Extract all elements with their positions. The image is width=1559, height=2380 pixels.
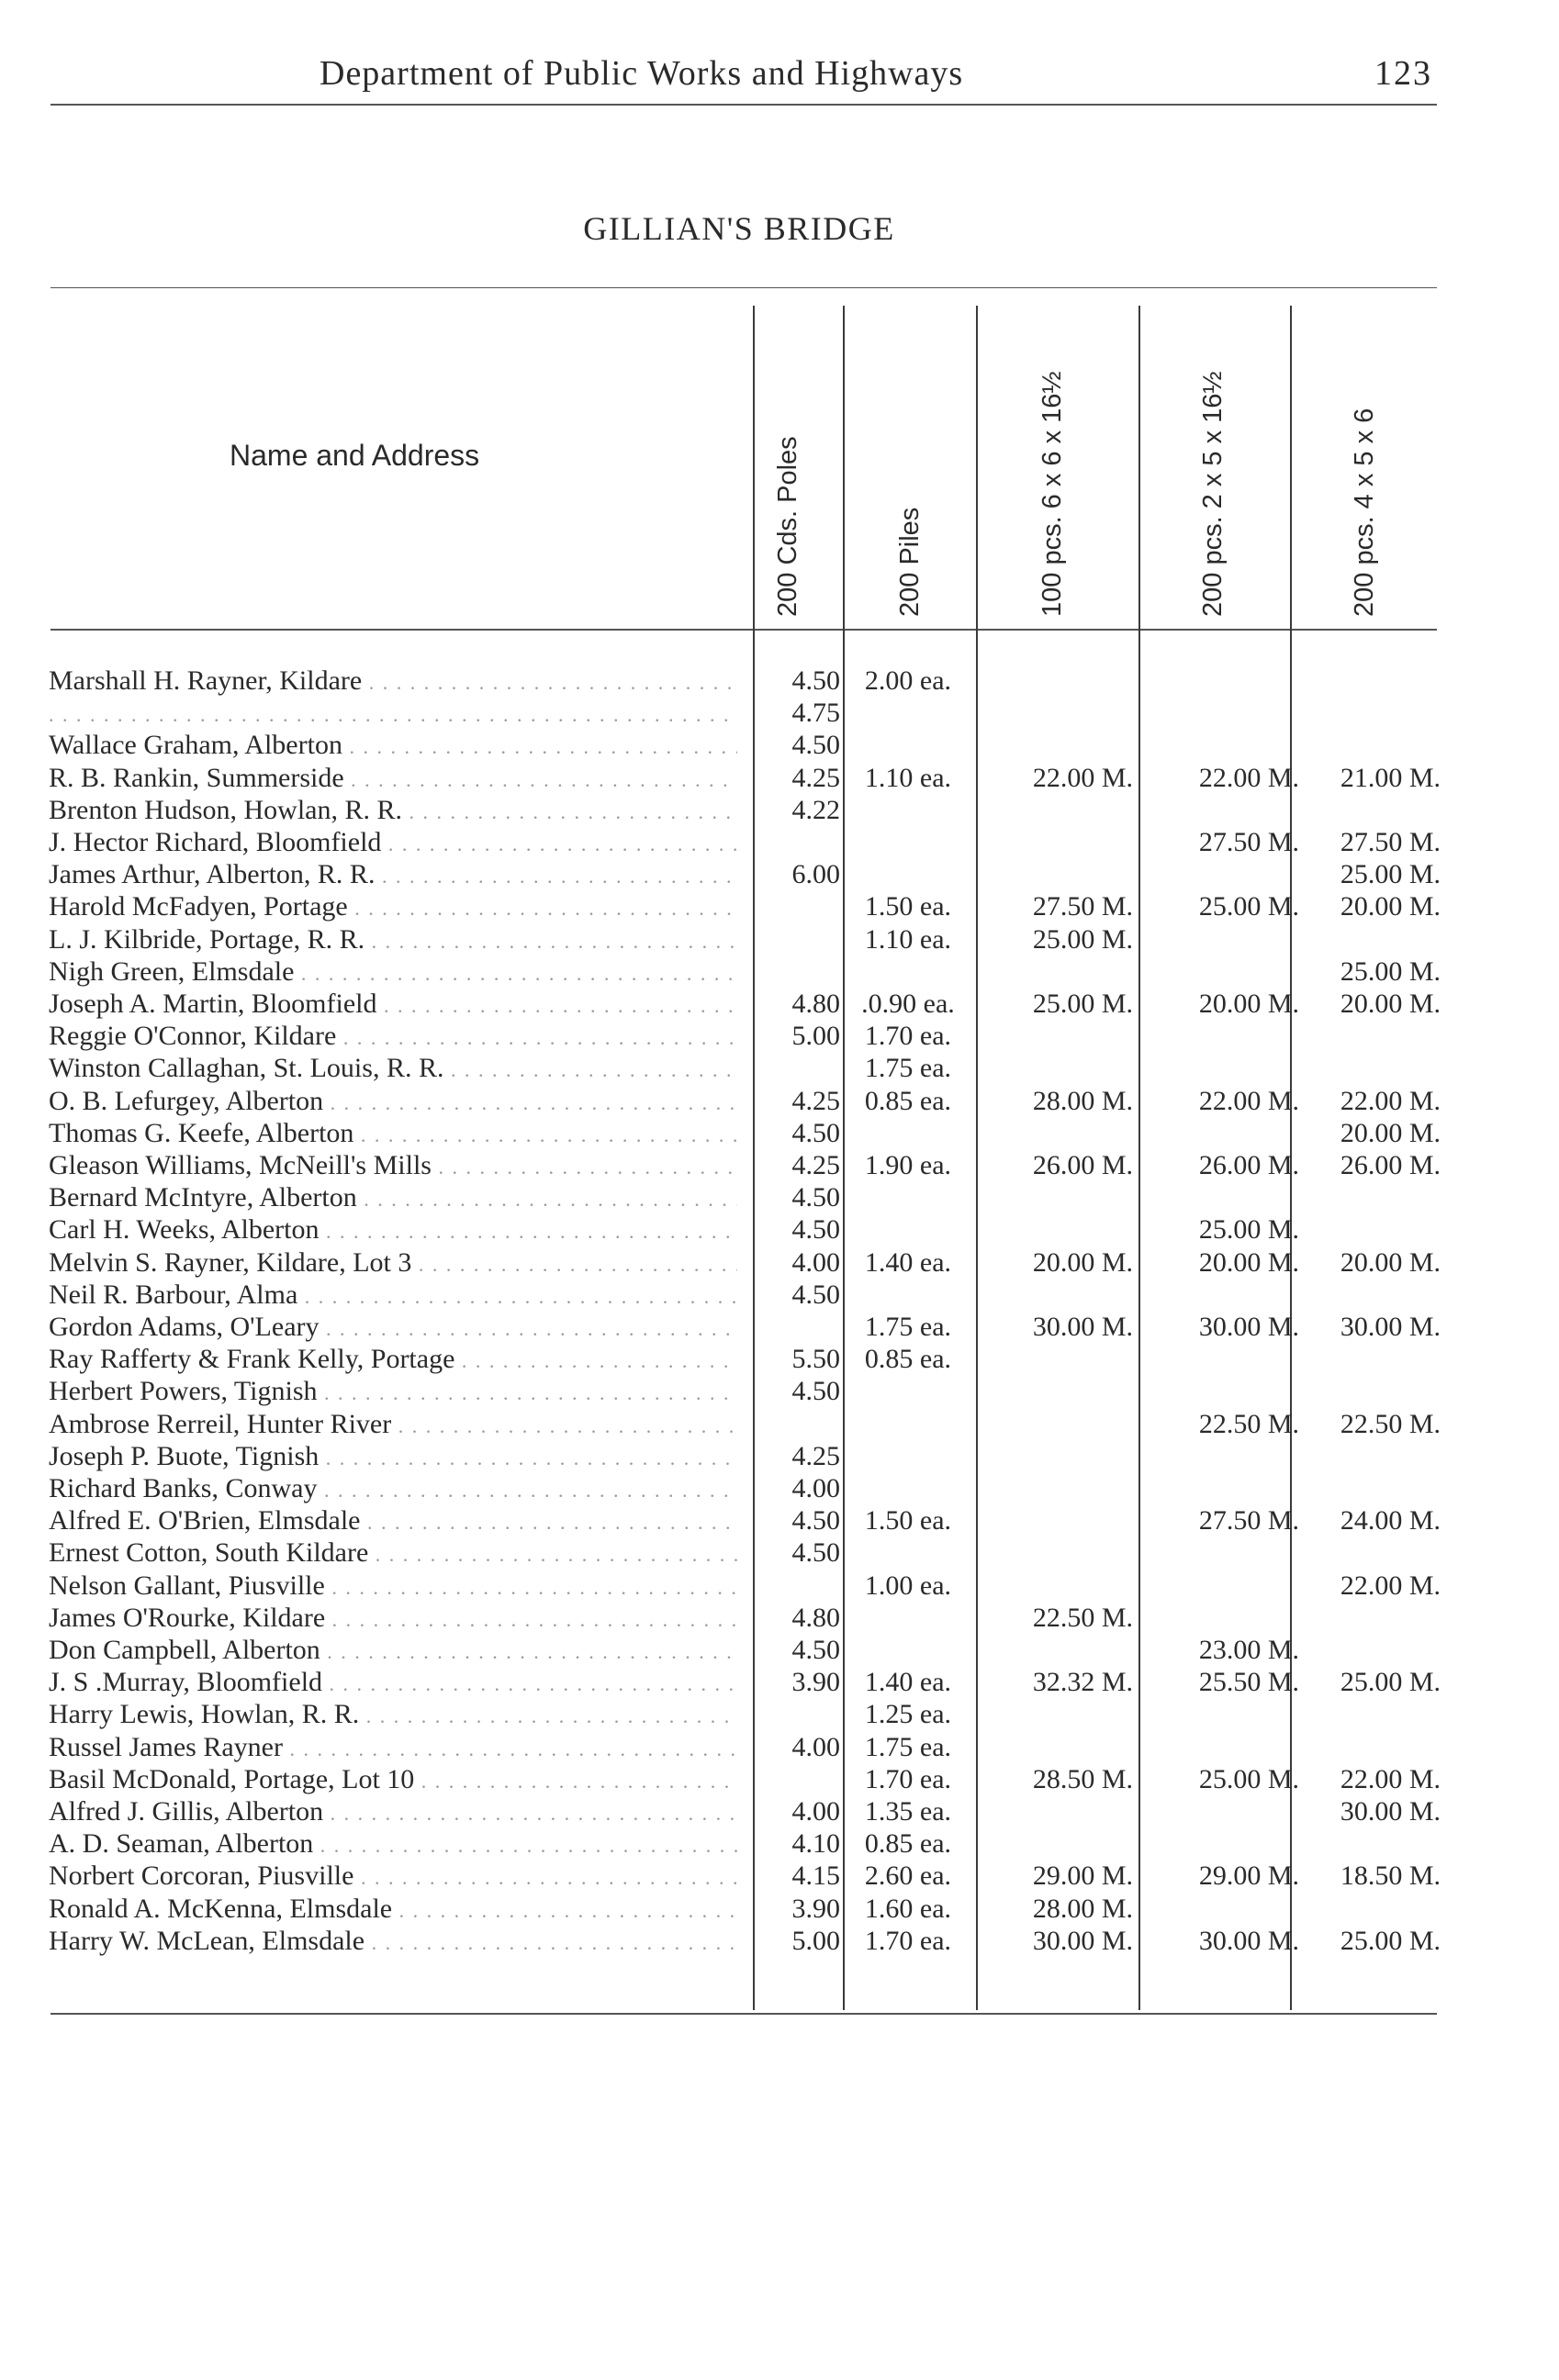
table-row [0, 1085, 1559, 1117]
cell-c3: 28.00 M. [1032, 1893, 1133, 1924]
table-row [0, 1472, 1559, 1504]
cell-c5: 21.00 M. [1340, 762, 1441, 793]
cell-piles: 1.75 ea. [864, 1053, 952, 1084]
cell-c4: 22.00 M. [1198, 762, 1299, 793]
table-row [0, 1440, 1559, 1472]
cell-c4: 26.00 M. [1198, 1150, 1299, 1180]
cell-poles: 4.50 [791, 1214, 840, 1246]
table-row [0, 1504, 1559, 1536]
cell-c5: 30.00 M. [1340, 1312, 1441, 1342]
column-header-c4: 200 pcs. 2 x 5 x 16½ [1198, 371, 1228, 617]
table-row [0, 1213, 1559, 1246]
table-row [0, 665, 1559, 697]
cell-name: L. J. Kilbride, Portage, R. R. . . . [49, 923, 737, 957]
cell-name: Neil R. Barbour, Alma . . . [49, 1279, 737, 1313]
cell-poles: 5.50 [791, 1344, 840, 1375]
cell-c5: 25.00 M. [1340, 1667, 1441, 1698]
table-row [0, 794, 1559, 826]
table-row [0, 1763, 1559, 1795]
cell-c5: 25.00 M. [1340, 1925, 1441, 1956]
cell-c5: 22.00 M. [1340, 1570, 1441, 1601]
cell-c3: 27.50 M. [1032, 891, 1133, 922]
cell-poles: 4.50 [791, 1279, 840, 1310]
cell-poles: 4.10 [791, 1828, 840, 1860]
cell-poles: 4.25 [791, 1150, 840, 1180]
cell-c4: 25.00 M. [1198, 891, 1299, 922]
cell-name: Ambrose Rerreil, Hunter River . . . [49, 1408, 737, 1442]
cell-c4: 20.00 M. [1198, 1246, 1299, 1278]
cell-piles: 2.60 ea. [864, 1860, 952, 1892]
table-row [0, 1731, 1559, 1763]
table-row [0, 988, 1559, 1020]
cell-poles: 6.00 [791, 859, 840, 890]
cell-name: James Arthur, Alberton, R. R. . . . [49, 858, 737, 892]
cell-name: Harry W. McLean, Elmsdale . . . [49, 1925, 737, 1959]
cell-piles: 1.50 ea. [864, 1505, 952, 1536]
cell-c5: 20.00 M. [1340, 1246, 1441, 1278]
cell-c3: 22.50 M. [1032, 1602, 1133, 1633]
cell-name: Marshall H. Rayner, Kildare . . . [49, 665, 737, 698]
cell-poles: 4.25 [791, 1440, 840, 1471]
cell-poles: 4.50 [791, 1537, 840, 1569]
table-row [0, 890, 1559, 922]
cell-c4: 29.00 M. [1198, 1860, 1299, 1892]
cell-c4: 27.50 M. [1198, 827, 1299, 857]
cell-name: J. Hector Richard, Bloomfield . . . [49, 826, 737, 860]
cell-c5: 25.00 M. [1340, 859, 1441, 890]
table-top-rule [50, 287, 1437, 288]
cell-piles: 0.85 ea. [864, 1085, 952, 1116]
cell-piles: 1.70 ea. [864, 1763, 952, 1794]
table-row [0, 1698, 1559, 1730]
cell-name: Joseph A. Martin, Bloomfield . . . [49, 988, 737, 1022]
cell-poles: 4.22 [791, 794, 840, 825]
table-row [0, 1117, 1559, 1149]
cell-name: Ronald A. McKenna, Elmsdale . . . [49, 1893, 737, 1927]
cell-name: Gleason Williams, McNeill's Mills . . . [49, 1149, 737, 1183]
cell-name: Bernard McIntyre, Alberton . . . [49, 1181, 737, 1215]
cell-name: Norbert Corcoran, Piusville . . . [49, 1860, 737, 1894]
cell-piles: 1.60 ea. [864, 1893, 952, 1924]
column-header-c5: 200 pcs. 4 x 5 x 6 [1350, 408, 1379, 617]
cell-name: A. D. Seaman, Alberton . . . [49, 1827, 737, 1861]
cell-name: Nelson Gallant, Piusville . . . [49, 1570, 737, 1603]
table-row [0, 1375, 1559, 1407]
cell-piles: 1.25 ea. [864, 1699, 952, 1730]
table-row [0, 697, 1559, 729]
table-row [0, 729, 1559, 761]
cell-poles: 4.00 [791, 1473, 840, 1503]
page-number: 123 [1374, 54, 1432, 93]
table-row [0, 826, 1559, 858]
table-row [0, 1925, 1559, 1957]
cell-piles: 1.10 ea. [864, 923, 952, 955]
column-header-c3: 100 pcs. 6 x 6 x 16½ [1037, 371, 1067, 617]
table-row [0, 1279, 1559, 1311]
cell-name: Ray Rafferty & Frank Kelly, Portage . . . [49, 1343, 737, 1377]
table-row [0, 1827, 1559, 1860]
cell-name: J. S .Murray, Bloomfield . . . [49, 1666, 737, 1700]
cell-c3: 29.00 M. [1032, 1860, 1133, 1892]
cell-poles: 5.00 [791, 1021, 840, 1052]
table-row [0, 1893, 1559, 1925]
cell-name: Herbert Powers, Tignish . . . [49, 1375, 737, 1409]
cell-c5: 20.00 M. [1340, 1117, 1441, 1148]
cell-piles: 1.70 ea. [864, 1925, 952, 1956]
cell-piles: .0.90 ea. [861, 989, 955, 1019]
table-row [0, 1020, 1559, 1052]
cell-poles: 4.50 [791, 1117, 840, 1148]
column-header-piles: 200 Piles [895, 507, 925, 617]
table-row [0, 1246, 1559, 1279]
table-row [0, 1666, 1559, 1698]
table-row [0, 1149, 1559, 1181]
table-row [0, 1602, 1559, 1634]
cell-name: Winston Callaghan, St. Louis, R. R. . . . [49, 1052, 737, 1086]
cell-c3: 28.50 M. [1032, 1763, 1133, 1794]
header-rule [50, 104, 1437, 106]
cell-c5: 30.00 M. [1340, 1796, 1441, 1827]
header-bottom-rule [50, 629, 1437, 631]
cell-piles: 1.50 ea. [864, 891, 952, 922]
cell-poles: 4.25 [791, 1085, 840, 1116]
cell-piles: 1.70 ea. [864, 1021, 952, 1052]
cell-c5: 22.00 M. [1340, 1763, 1441, 1794]
cell-name: Don Campbell, Alberton . . . [49, 1634, 737, 1668]
table-row [0, 1181, 1559, 1213]
cell-name: Basil McDonald, Portage, Lot 10 . . . [49, 1763, 737, 1797]
table-row [0, 1570, 1559, 1602]
cell-piles: 0.85 ea. [864, 1344, 952, 1375]
cell-poles: 5.00 [791, 1925, 840, 1956]
cell-piles: 2.00 ea. [864, 665, 952, 696]
cell-c3: 25.00 M. [1032, 989, 1133, 1019]
cell-piles: 0.85 ea. [864, 1828, 952, 1860]
table-row [0, 858, 1559, 890]
cell-c5: 22.00 M. [1340, 1085, 1441, 1116]
table-row [0, 1536, 1559, 1569]
cell-c5: 25.00 M. [1340, 955, 1441, 987]
cell-c5: 18.50 M. [1340, 1860, 1441, 1892]
cell-piles: 1.35 ea. [864, 1796, 952, 1827]
cell-name: Alfred J. Gillis, Alberton . . . [49, 1795, 737, 1829]
cell-name: Thomas G. Keefe, Alberton . . . [49, 1117, 737, 1151]
cell-poles: 4.00 [791, 1731, 840, 1762]
cell-c4: 25.50 M. [1198, 1667, 1299, 1698]
cell-c5: 26.00 M. [1340, 1150, 1441, 1180]
running-title: Department of Public Works and Highways [320, 54, 964, 93]
cell-c5: 22.50 M. [1340, 1408, 1441, 1439]
cell-name: Joseph P. Buote, Tignish . . . [49, 1440, 737, 1474]
cell-name: Wallace Graham, Alberton . . . [49, 729, 737, 763]
cell-c3: 32.32 M. [1032, 1667, 1133, 1698]
table-bottom-rule [50, 2013, 1437, 2015]
cell-name: Nigh Green, Elmsdale . . . [49, 955, 737, 989]
cell-c4: 20.00 M. [1198, 989, 1299, 1019]
cell-name: Carl H. Weeks, Alberton . . . [49, 1213, 737, 1247]
cell-name: Ernest Cotton, South Kildare . . . [49, 1536, 737, 1570]
cell-c3: 26.00 M. [1032, 1150, 1133, 1180]
cell-name: James O'Rourke, Kildare . . . [49, 1602, 737, 1636]
cell-poles: 4.50 [791, 1505, 840, 1536]
cell-name: Brenton Hudson, Howlan, R. R. . . . [49, 794, 737, 828]
cell-c4: 25.00 M. [1198, 1214, 1299, 1246]
cell-c4: 30.00 M. [1198, 1312, 1299, 1342]
cell-c3: 30.00 M. [1032, 1312, 1133, 1342]
cell-name [49, 697, 737, 731]
cell-poles: 3.90 [791, 1893, 840, 1924]
column-header-name: Name and Address [230, 439, 480, 472]
table-row [0, 923, 1559, 955]
cell-poles: 4.00 [791, 1796, 840, 1827]
cell-c3: 22.00 M. [1032, 762, 1133, 793]
cell-piles: 1.00 ea. [864, 1570, 952, 1601]
cell-c3: 28.00 M. [1032, 1085, 1133, 1116]
cell-name: O. B. Lefurgey, Alberton . . . [49, 1085, 737, 1119]
cell-piles: 1.10 ea. [864, 762, 952, 793]
cell-c4: 22.50 M. [1198, 1408, 1299, 1439]
cell-poles: 4.80 [791, 1602, 840, 1633]
cell-poles: 4.50 [791, 1376, 840, 1407]
cell-poles: 4.50 [791, 665, 840, 696]
cell-poles: 4.75 [791, 698, 840, 729]
cell-piles: 1.75 ea. [864, 1312, 952, 1342]
cell-poles: 4.80 [791, 989, 840, 1019]
cell-name: Melvin S. Rayner, Kildare, Lot 3 . . . [49, 1246, 737, 1280]
table-row [0, 1311, 1559, 1343]
cell-c3: 30.00 M. [1032, 1925, 1133, 1956]
cell-name: Harold McFadyen, Portage . . . [49, 890, 737, 924]
cell-piles: 1.75 ea. [864, 1731, 952, 1762]
cell-c4: 30.00 M. [1198, 1925, 1299, 1956]
cell-poles: 4.25 [791, 762, 840, 793]
cell-c3: 25.00 M. [1032, 923, 1133, 955]
cell-c3: 20.00 M. [1032, 1246, 1133, 1278]
cell-c5: 20.00 M. [1340, 989, 1441, 1019]
cell-name: Russel James Rayner . . . [49, 1731, 737, 1765]
cell-piles: 1.40 ea. [864, 1246, 952, 1278]
cell-c5: 24.00 M. [1340, 1505, 1441, 1536]
cell-c4: 27.50 M. [1198, 1505, 1299, 1536]
cell-c5: 27.50 M. [1340, 827, 1441, 857]
running-head [275, 53, 1451, 99]
table-row [0, 1860, 1559, 1892]
cell-name: Gordon Adams, O'Leary . . . [49, 1311, 737, 1345]
cell-poles: 4.50 [791, 730, 840, 761]
table-row [0, 1634, 1559, 1666]
cell-c4: 25.00 M. [1198, 1763, 1299, 1794]
cell-c4: 22.00 M. [1198, 1085, 1299, 1116]
cell-name: Harry Lewis, Howlan, R. R. . . . [49, 1698, 737, 1732]
cell-name: Alfred E. O'Brien, Elmsdale . . . [49, 1504, 737, 1538]
cell-name: R. B. Rankin, Summerside . . . [49, 762, 737, 796]
cell-piles: 1.90 ea. [864, 1150, 952, 1180]
table-row [0, 1343, 1559, 1375]
cell-c4: 23.00 M. [1198, 1635, 1299, 1665]
cell-poles: 4.50 [791, 1182, 840, 1213]
column-header-poles: 200 Cds. Poles [773, 436, 802, 617]
cell-c5: 20.00 M. [1340, 891, 1441, 922]
table-row [0, 955, 1559, 988]
table-row [0, 1795, 1559, 1827]
cell-poles: 3.90 [791, 1667, 840, 1698]
cell-piles: 1.40 ea. [864, 1667, 952, 1698]
section-title: GILLIAN'S BRIDGE [583, 210, 895, 247]
cell-name: Richard Banks, Conway . . . [49, 1472, 737, 1506]
table-row [0, 762, 1559, 794]
cell-poles: 4.15 [791, 1860, 840, 1892]
cell-poles: 4.00 [791, 1246, 840, 1278]
cell-name: Reggie O'Connor, Kildare . . . [49, 1020, 737, 1054]
table-row [0, 1408, 1559, 1440]
cell-poles: 4.50 [791, 1635, 840, 1665]
table-row [0, 1052, 1559, 1084]
